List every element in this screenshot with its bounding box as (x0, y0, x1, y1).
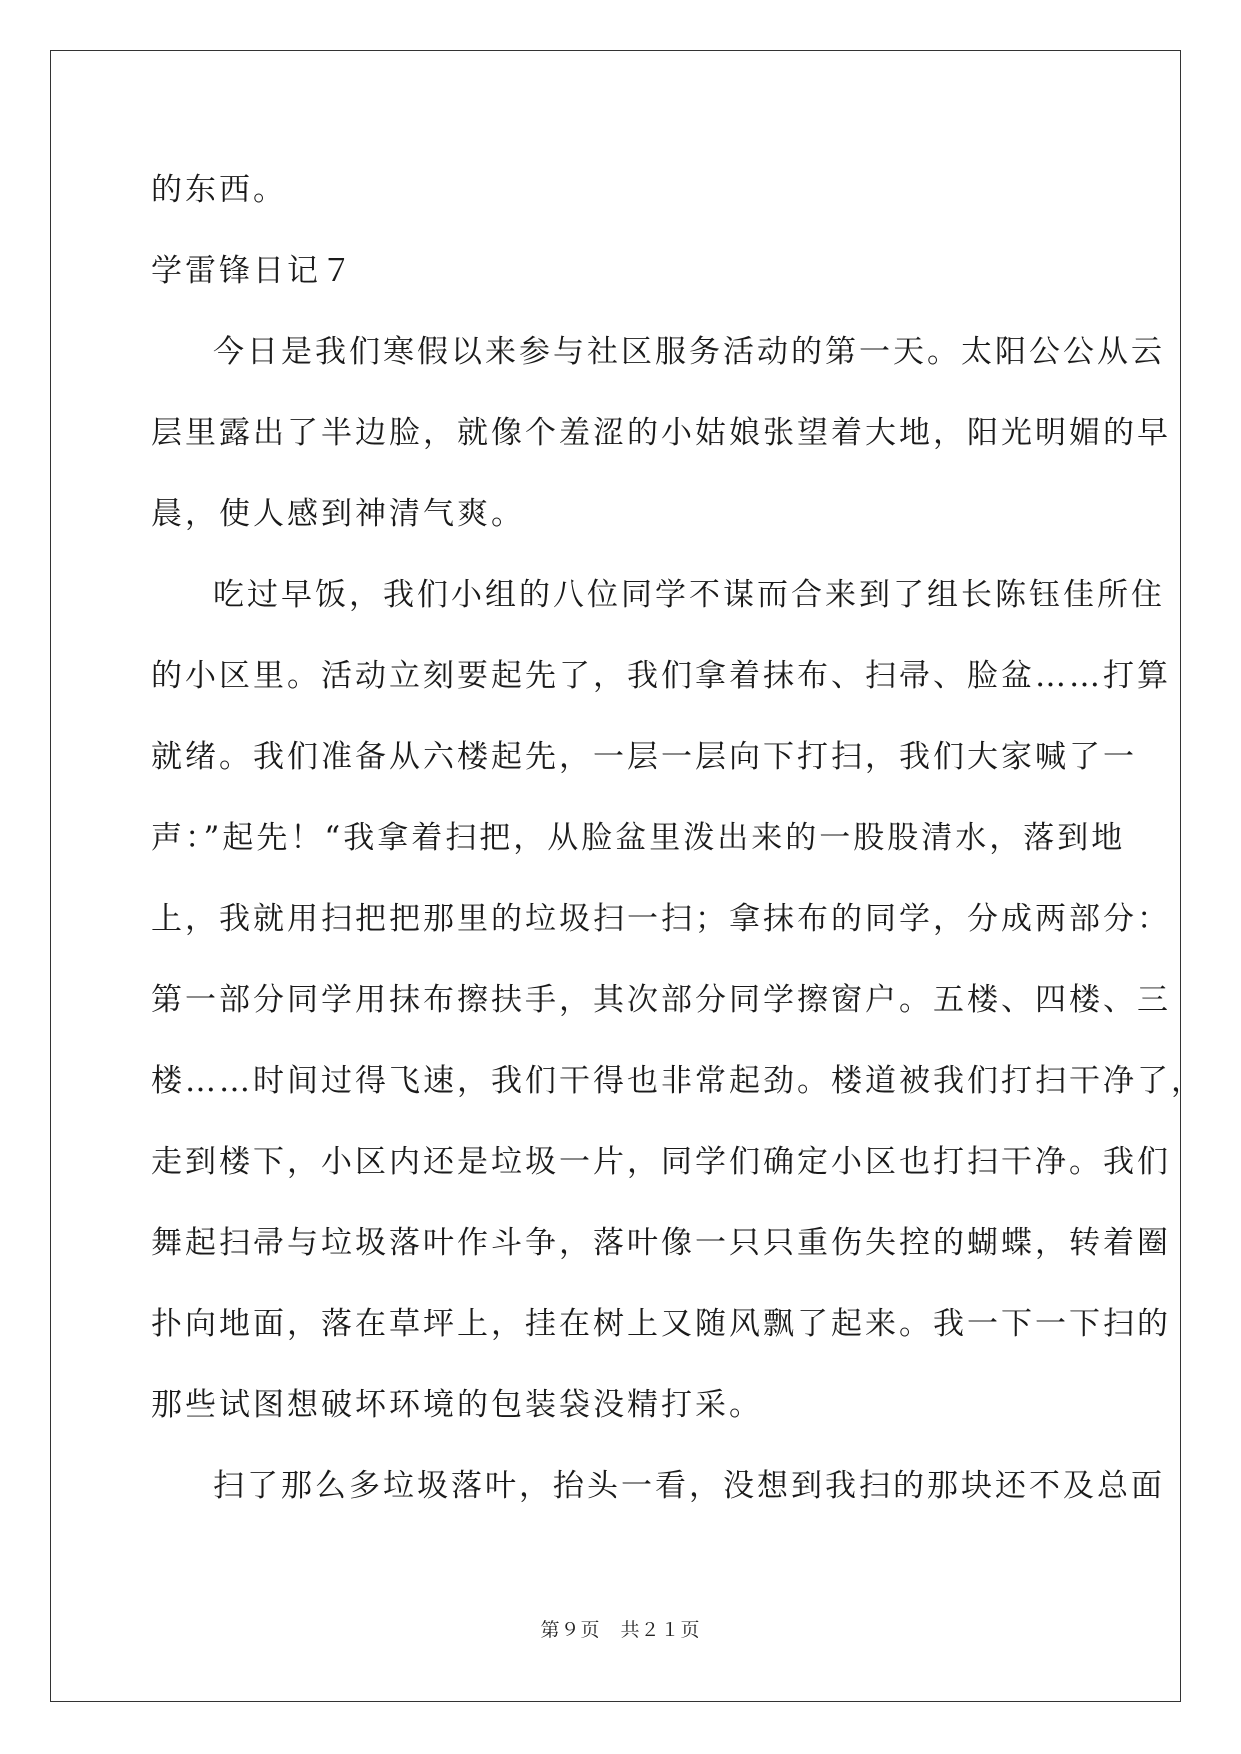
paragraph-line: 第一部分同学用抹布擦扶手，其次部分同学擦窗户。五楼、四楼、三 (151, 982, 1171, 1018)
paragraph-line: 舞起扫帚与垃圾落叶作斗争，落叶像一只只重伤失控的蝴蝶，转着圈 (151, 1225, 1171, 1261)
paragraph-line: 那些试图想破坏环境的包装袋没精打采。 (151, 1387, 763, 1423)
paragraph-line: 吃过早饭，我们小组的八位同学不谋而合来到了组长陈钰佳所住 (213, 577, 1165, 613)
paragraph-line: 就绪。我们准备从六楼起先，一层一层向下打扫，我们大家喊了一 (151, 739, 1137, 775)
paragraph-line: 今日是我们寒假以来参与社区服务活动的第一天。太阳公公从云 (213, 334, 1165, 370)
paragraph-line: 的小区里。活动立刻要起先了，我们拿着抹布、扫帚、脸盆……打算 (151, 658, 1171, 694)
page-number: 第９页 共２１页 (540, 1619, 701, 1641)
paragraph-line: 声：”起先！“我拿着扫把，从脸盆里泼出来的一股股清水，落到地 (151, 820, 1126, 856)
page-footer (0, 1615, 1241, 1642)
paragraph-line: 楼……时间过得飞速，我们干得也非常起劲。楼道被我们打扫干净了， (151, 1063, 1205, 1099)
document-body (151, 160, 1205, 1537)
paragraph-line: 扑向地面，落在草坪上，挂在树上又随风飘了起来。我一下一下扫的 (151, 1306, 1171, 1342)
section-heading: 学雷锋日记７ (151, 253, 355, 289)
paragraph-line: 上，我就用扫把把那里的垃圾扫一扫；拿抹布的同学，分成两部分： (151, 901, 1171, 937)
paragraph-line: 层里露出了半边脸，就像个羞涩的小姑娘张望着大地，阳光明媚的早 (151, 415, 1171, 451)
paragraph-line: 的东西。 (151, 172, 287, 208)
paragraph-line: 走到楼下，小区内还是垃圾一片，同学们确定小区也打扫干净。我们 (151, 1144, 1171, 1180)
paragraph-line: 晨，使人感到神清气爽。 (151, 496, 525, 532)
paragraph-line: 扫了那么多垃圾落叶，抬头一看，没想到我扫的那块还不及总面 (213, 1468, 1165, 1504)
